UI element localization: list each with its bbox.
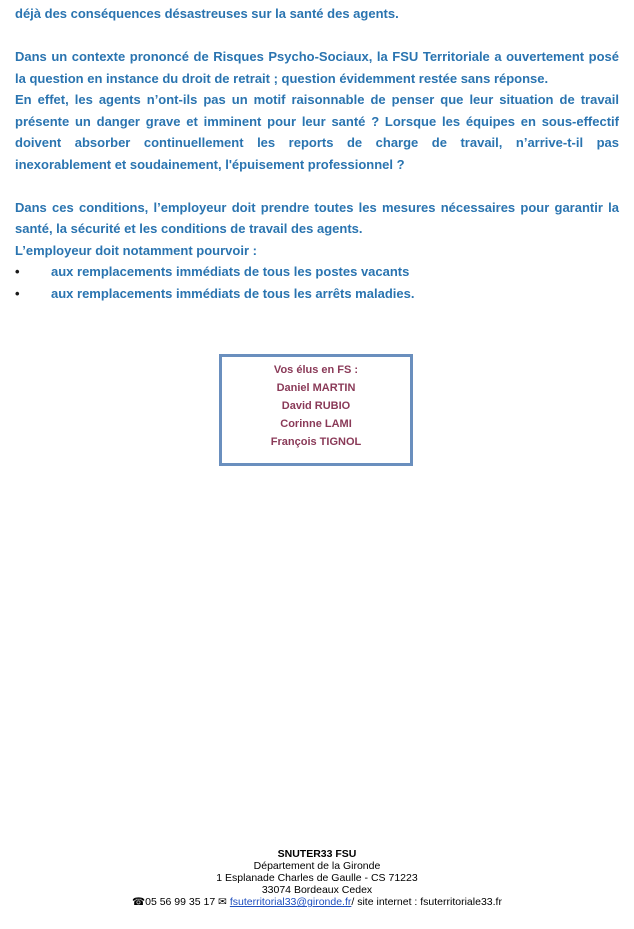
elus-title: Vos élus en FS : bbox=[273, 364, 359, 376]
demands-list bbox=[15, 261, 619, 304]
elu-name: David RUBIO bbox=[281, 400, 351, 412]
paragraph-conditions: Dans ces conditions, l’employeur doit prendre toutes les mesures nécessaires pour garantir la santé, la sécurité et les conditions de travail des agents. bbox=[15, 199, 619, 236]
bullet-icon: • bbox=[15, 285, 20, 301]
email-link[interactable]: fsuterritorial33@gironde.fr bbox=[229, 896, 352, 908]
list-item bbox=[15, 283, 619, 305]
list-item-text: aux remplacements immédiats de tous les postes vacants bbox=[51, 264, 410, 279]
paragraph-pourvoir: L’employeur doit notamment pourvoir : bbox=[15, 242, 257, 258]
footer-department: Département de la Gironde bbox=[253, 860, 381, 872]
paragraph-danger: En effet, les agents n’ont-ils pas un motif raisonnable de penser que leur situation de travail présente un danger grave et imminent pour leur santé ? Lorsque les équipes en sous-effectif doivent absorber continuellement les reports de charge de travail, n’arrive-t-il pas inexorablement et soudainement, l'épuisement professionnel ? bbox=[15, 92, 619, 172]
elu-name: Daniel MARTIN bbox=[276, 382, 356, 394]
phone-icon: ☎ bbox=[132, 896, 146, 908]
paragraph-gap bbox=[15, 175, 619, 197]
list-item-text: aux remplacements immédiats de tous les arrêts maladies. bbox=[51, 285, 415, 301]
footer-contact-line bbox=[0, 896, 634, 908]
mail-icon: ✉ bbox=[218, 896, 227, 908]
paragraph-rps: Dans un contexte prononcé de Risques Psycho-Sociaux, la FSU Territoriale a ouvertement posé la question en instance du droit de retrait ; question évidemment restée sans réponse. bbox=[15, 49, 619, 86]
letter-body bbox=[15, 3, 619, 304]
elu-name: Corinne LAMI bbox=[280, 418, 352, 430]
footer-site: / site internet : fsuterritoriale33.fr bbox=[351, 896, 502, 908]
elu-name: François TIGNOL bbox=[270, 436, 362, 448]
elected-representatives-box bbox=[219, 354, 413, 466]
paragraph-gap bbox=[15, 25, 619, 47]
footer-phone: 05 56 99 35 17 bbox=[145, 896, 216, 908]
footer-address: 1 Esplanade Charles de Gaulle - CS 71223 bbox=[216, 872, 418, 884]
footer-city: 33074 Bordeaux Cedex bbox=[261, 884, 373, 896]
bullet-icon: • bbox=[15, 264, 20, 279]
page-footer bbox=[0, 848, 634, 908]
paragraph-consequences: déjà des conséquences désastreuses sur la santé des agents. bbox=[15, 6, 399, 21]
footer-org: SNUTER33 FSU bbox=[277, 848, 357, 860]
list-item bbox=[15, 261, 619, 283]
